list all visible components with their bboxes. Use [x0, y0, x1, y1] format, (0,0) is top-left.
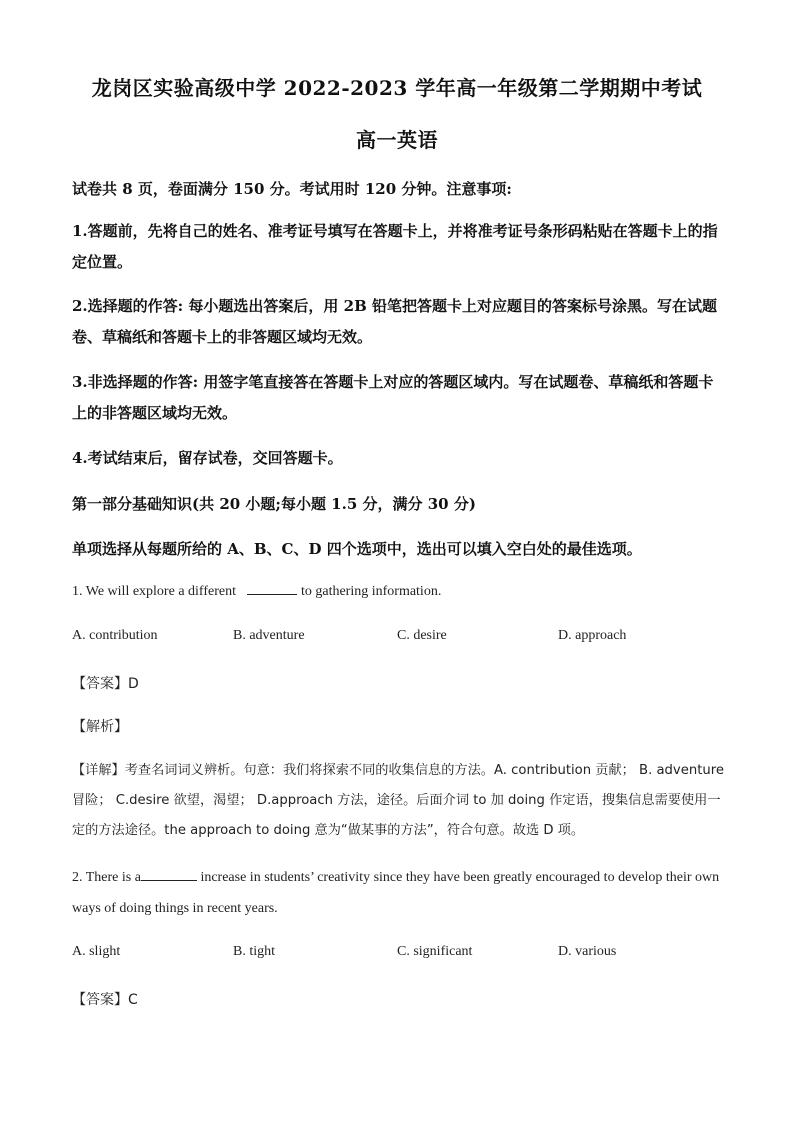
question-1-detail-tag: 【详解】	[72, 763, 125, 778]
document-subtitle: 高一英语	[356, 128, 438, 152]
notice-intro: 试卷共 8 页，卷面满分 150 分。考试用时 120 分钟。注意事项:	[72, 180, 512, 198]
question-1-blank	[247, 580, 297, 595]
question-1-answer-tag: 【答案】	[72, 676, 128, 692]
question-1-option-d: D. approach	[558, 628, 627, 643]
question-1-answer	[72, 673, 139, 693]
question-1-detail-text: 考查名词词义辨析。句意：我们将探索不同的收集信息的方法。A. contribution 贡献； B. adventure 冒险； C.desire 欲望，渴望； D.approach 方法，途径。后面介词 to 加 doing 作定语，搜集信息需要使用一定的方法途径。the approach to doing 意为“做某事的方法”，符合句意。故选 D 项。	[72, 763, 724, 838]
question-1-option-b: B. adventure	[233, 628, 305, 643]
question-1-option-c: C. desire	[397, 628, 447, 643]
question-2-answer-value: C	[128, 992, 138, 1008]
question-2-option-d: D. various	[558, 944, 617, 959]
question-2-stem	[72, 862, 724, 924]
notice-item-2: 2.选择题的作答: 每小题选出答案后，用 2B 铅笔把答题卡上对应题目的答案标号涂黑。写在试题卷、草稿纸和答题卡上的非答题区域均无效。	[72, 297, 717, 346]
notice-item-3: 3.非选择题的作答: 用签字笔直接答在答题卡上对应的答题区域内。写在试题卷、草稿纸和答题卡上的非答题区域均无效。	[72, 373, 714, 422]
document-title: 龙岗区实验高级中学 2022-2023 学年高一年级第二学期期中考试	[91, 76, 703, 100]
notice-item-1: 1.答题前，先将自己的姓名、准考证号填写在答题卡上，并将准考证号条形码粘贴在答题卡上的指定位置。	[72, 222, 718, 271]
question-1-options	[72, 628, 724, 650]
question-2-answer-tag: 【答案】	[72, 992, 128, 1008]
question-2-option-a: A. slight	[72, 944, 121, 959]
question-2-option-c: C. significant	[397, 944, 473, 959]
question-1-answer-value: D	[128, 676, 139, 692]
section-instruction: 单项选择从每题所给的 A、B、C、D 四个选项中，选出可以填入空白处的最佳选项。	[72, 540, 642, 558]
question-1-detail	[72, 756, 724, 846]
question-2-answer	[72, 989, 138, 1009]
question-1-analysis-tag: 【解析】	[72, 719, 128, 735]
question-2-options	[72, 944, 724, 966]
question-1-stem-start: 1. We will explore a different	[72, 584, 236, 599]
question-1-stem-end: to gathering information.	[300, 584, 442, 599]
question-2-stem-end: increase in students’ creativity since they have been greatly encouraged to develop their own ways of doing things in recent years.	[72, 870, 720, 916]
question-2-stem-start: 2. There is a	[72, 870, 141, 885]
question-1-stem	[72, 576, 724, 607]
question-1-option-a: A. contribution	[72, 628, 158, 643]
section-heading: 第一部分基础知识(共 20 小题;每小题 1.5 分，满分 30 分)	[72, 495, 476, 513]
question-2-option-b: B. tight	[233, 944, 276, 959]
notice-item-4: 4.考试结束后，留存试卷，交回答题卡。	[72, 449, 343, 467]
question-2-blank	[141, 866, 197, 881]
